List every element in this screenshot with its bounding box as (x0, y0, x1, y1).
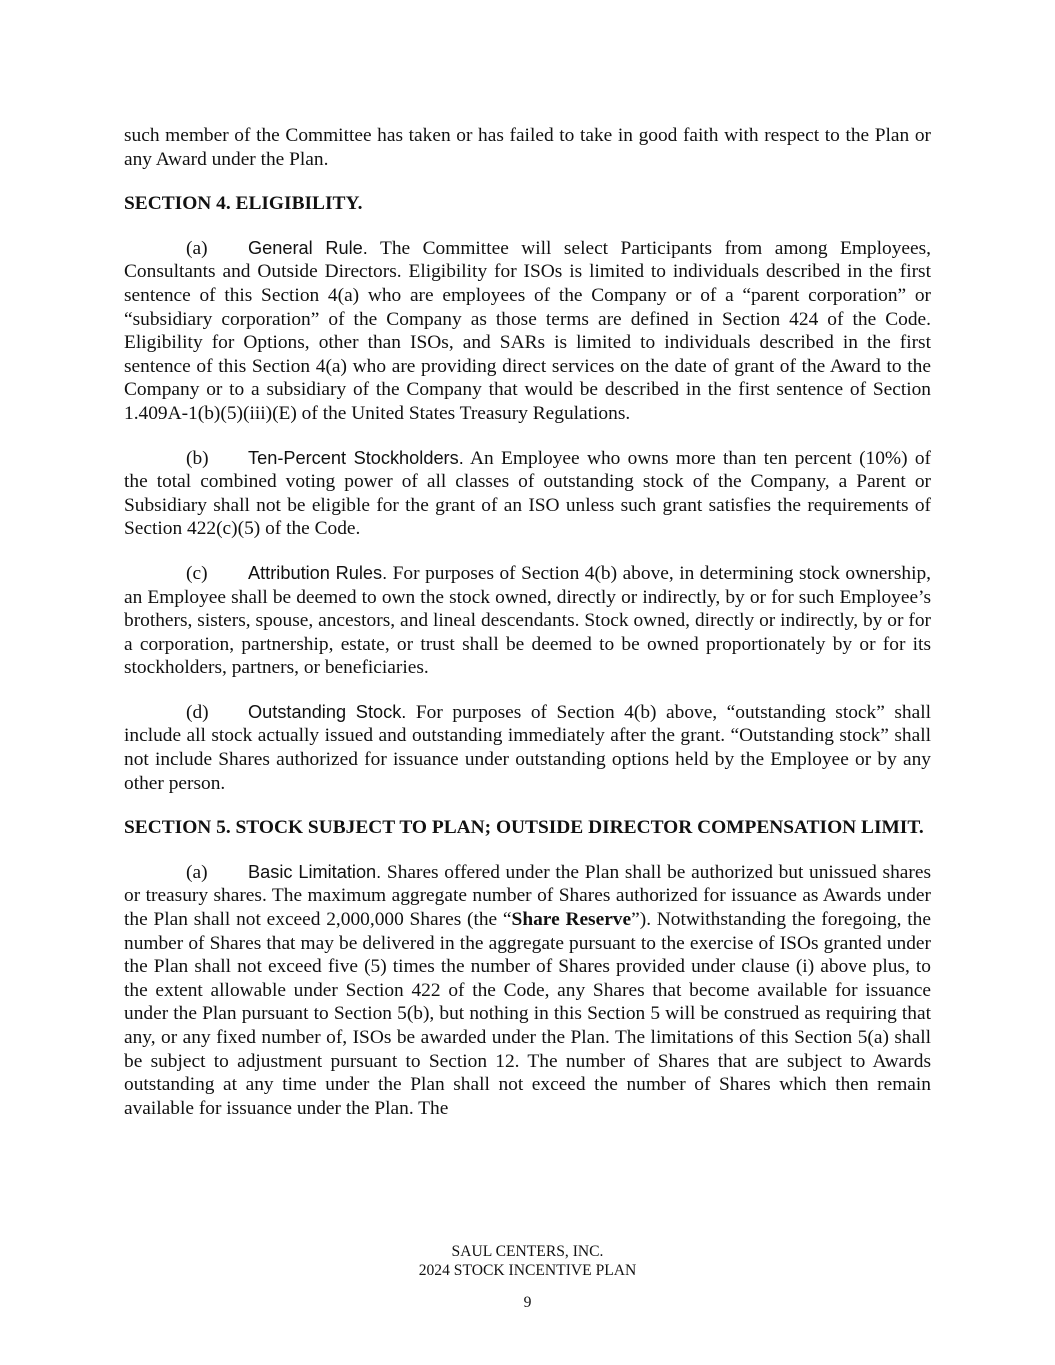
section-4c-caption: Attribution Rules. (248, 562, 388, 583)
section-4a-text: The Committee will select Participants from among Employees, Consultants and Outside Directors. Eligibility for ISOs is limited to individuals described in the first sentence of this Section 4(a) who are employees of the Company or of a “parent corporation” or “subsidiary corporation” of the Company as those terms are defined in Section 424 of the Code. Eligibility for Options, other than ISOs, and SARs is limited to individuals described in the first sentence of this Section 4(a) who are providing direct services on the date of grant of the Award to the Company or to a subsidiary of the Company that would be described in the first sentence of Section 1.409A-1(b)(5)(iii)(E) of the United States Treasury Regulations. (124, 237, 932, 424)
section-4d-paragraph (124, 701, 931, 795)
section-5a-paragraph (124, 861, 931, 1121)
section-5a-label: (a) (186, 861, 208, 883)
section-5-heading: SECTION 5. STOCK SUBJECT TO PLAN; OUTSIDE DIRECTOR COMPENSATION LIMIT. (124, 817, 924, 839)
section-4c-paragraph (124, 562, 931, 680)
footer-plan-title: 2024 STOCK INCENTIVE PLAN (418, 1262, 637, 1279)
page-number: 9 (523, 1294, 532, 1311)
section-4b-caption: Ten-Percent Stockholders. (248, 447, 464, 468)
intro-paragraph: such member of the Committee has taken or has failed to take in good faith with respect to the Plan or any Award under the Plan. (124, 125, 931, 170)
section-4c-label: (c) (186, 562, 208, 584)
section-4a-caption: General Rule. (248, 237, 368, 258)
section-4a-label: (a) (186, 237, 208, 259)
section-5a-text-before: Shares offered under the Plan shall be authorized but unissued shares or treasury shares. The maximum aggregate number of Shares authorized for issuance as Awards under the Plan shall not exceed 2,000,000 Shares (the “ (124, 861, 931, 931)
section-4b-paragraph (124, 447, 931, 541)
section-4a-paragraph (124, 237, 931, 426)
section-4c-text: For purposes of Section 4(b) above, in determining stock ownership, an Employee shall be deemed to own the stock owned, directly or indirectly, by or for such Employee’s brothers, sisters, spouse, ancestors, and lineal descendants. Stock owned, directly or indirectly, by or for a corporation, partnership, estate, or trust shall be deemed to be owned proportionately by or for its stockholders, partners, or beneficiaries. (124, 562, 932, 679)
document-page-body (124, 124, 931, 1141)
section-4b-text: An Employee who owns more than ten percent (10%) of the total combined voting power of all classes of outstanding stock of the Company, a Parent or Subsidiary shall not be eligible for the grant of an ISO unless such grant satisfies the requirements of Section 422(c)(5) of the Code. (124, 447, 931, 540)
section-5a-text-after: ”). Notwithstanding the foregoing, the number of Shares that may be delivered in the aggregate pursuant to the exercise of ISOs granted under the Plan shall not exceed five (5) times the number of Shares provided under clause (i) above plus, to the extent allowable under Section 422 of the Code, any Shares that become available for issuance under the Plan pursuant to Section 5(b), but nothing in this Section 5 will be construed as requiring that any, or any fixed number of, ISOs be awarded under the Plan. The limitations of this Section 5(a) shall be subject to adjustment pursuant to Section 12. The number of Shares that are subject to Awards outstanding at any time under the Plan shall not exceed the number of Shares which then remain available for issuance under the Plan. The (124, 909, 931, 1119)
share-reserve-term: Share Reserve (511, 909, 632, 931)
section-4d-label: (d) (186, 701, 209, 723)
page-footer (0, 1242, 1055, 1312)
section-4d-caption: Outstanding Stock. (248, 701, 407, 722)
section-4b-label: (b) (186, 447, 209, 469)
section-4d-text: For purposes of Section 4(b) above, “outstanding stock” shall include all stock actually issued and outstanding immediately after the grant. “Outstanding stock” shall not include Shares authorized for issuance under outstanding options held by the Employee or by any other person. (124, 701, 931, 794)
section-4-heading: SECTION 4. ELIGIBILITY. (124, 193, 363, 215)
section-5a-caption: Basic Limitation. (248, 861, 382, 882)
footer-company-name: SAUL CENTERS, INC. (451, 1243, 604, 1260)
